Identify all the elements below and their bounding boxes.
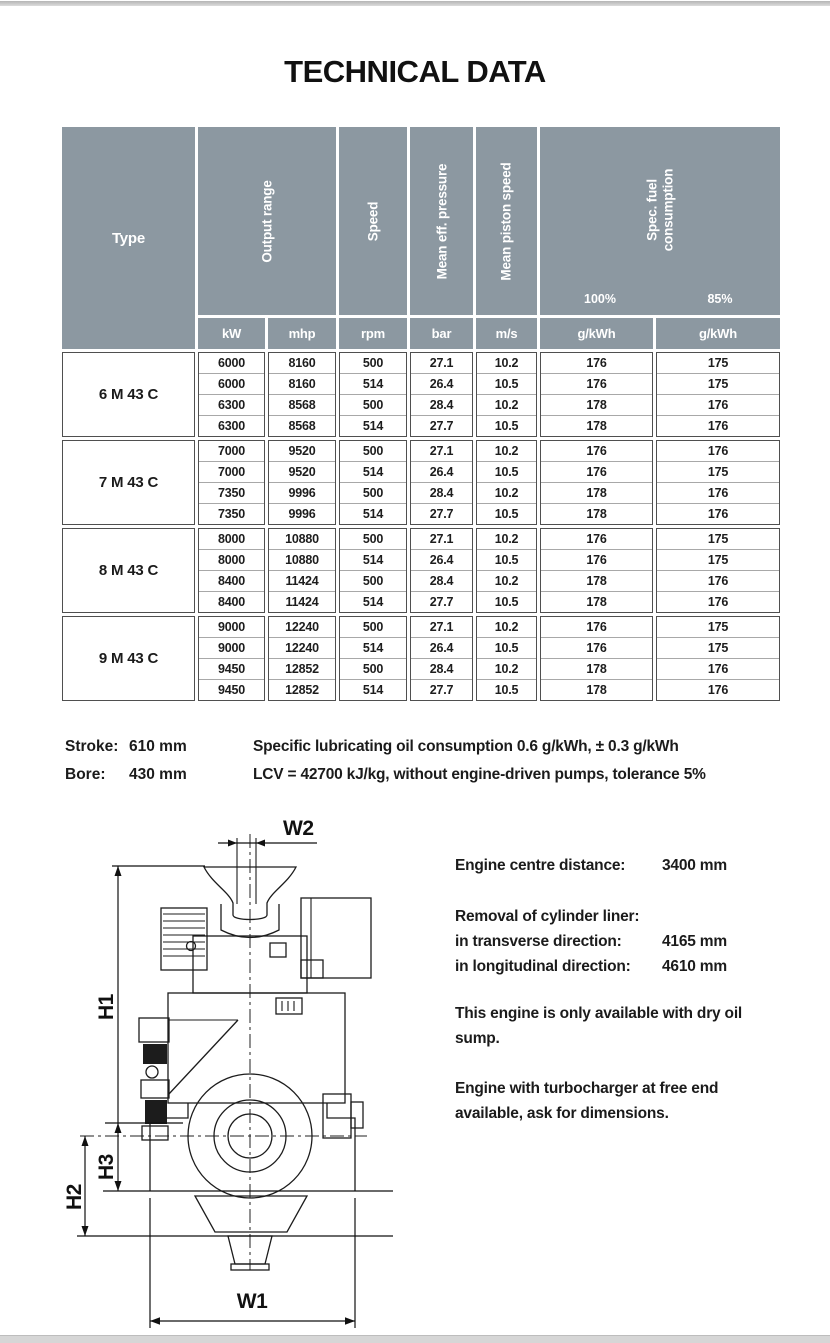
table-cell: 9000 (199, 638, 264, 659)
table-column-box (339, 440, 407, 525)
bore-value: 430 mm (129, 766, 187, 783)
col-header-mean-eff-pressure-label: Mean eff. pressure (434, 163, 450, 279)
table-cell: 176 (707, 419, 729, 433)
table-cell: 27.7 (429, 507, 454, 521)
unit-kw: kW (198, 318, 265, 349)
col-header-mean-piston-speed-label: Mean piston speed (499, 161, 514, 281)
scan-edge-top (0, 1, 830, 6)
table-cell: 10.2 (477, 395, 536, 416)
table-cell: 176 (707, 507, 729, 521)
table-cell: 27.1 (411, 617, 472, 638)
engine-drawing (55, 808, 445, 1338)
dim-label-w1: W1 (236, 1290, 268, 1313)
engine-type-cell: 6 M 43 C (62, 352, 195, 437)
table-cell: 27.7 (429, 683, 454, 697)
table-cell: 26.4 (411, 638, 472, 659)
table-cell: 28.4 (411, 483, 472, 504)
table-column-box (198, 352, 265, 437)
col-header-speed-label: Speed (365, 201, 381, 241)
table-cell: 7000 (199, 462, 264, 483)
table-column-box (410, 528, 473, 613)
table-cell: 10.2 (477, 441, 536, 462)
table-column-box (656, 352, 780, 437)
table-cell: 176 (657, 659, 779, 680)
table-cell: 12240 (269, 617, 335, 638)
table-column-box (339, 528, 407, 613)
col-header-spec-fuel-consumption (540, 127, 780, 315)
centre-distance-value: 3400 mm (662, 857, 727, 874)
page-title: TECHNICAL DATA (284, 54, 546, 89)
table-cell: 175 (657, 550, 779, 571)
table-cell: 176 (657, 441, 779, 462)
oil-notes-block (253, 733, 706, 789)
table-cell: 10.2 (477, 571, 536, 592)
table-column-box (540, 616, 653, 701)
table-cell: 28.4 (411, 659, 472, 680)
table-cell: 8000 (199, 550, 264, 571)
table-cell: 514 (362, 683, 384, 697)
table-cell: 514 (362, 507, 384, 521)
table-cell: 10.2 (477, 659, 536, 680)
table-cell: 10.5 (477, 550, 536, 571)
table-cell: 514 (340, 550, 406, 571)
table-cell: 9520 (269, 441, 335, 462)
table-cell: 10.5 (494, 419, 519, 433)
table-cell: 514 (340, 462, 406, 483)
unit-bar: bar (410, 318, 473, 349)
table-cell: 9450 (217, 683, 245, 697)
liner-transverse-label: in transverse direction: (455, 933, 622, 950)
table-cell: 500 (340, 659, 406, 680)
table-cell: 176 (541, 353, 652, 374)
table-cell: 176 (541, 638, 652, 659)
col-header-output-range (198, 127, 336, 315)
engine-type-cell: 9 M 43 C (62, 616, 195, 701)
table-cell: 27.7 (429, 595, 454, 609)
table-cell: 10.5 (477, 374, 536, 395)
load-85-label: 85% (707, 292, 733, 306)
table-cell: 10.5 (494, 595, 519, 609)
technical-data-table (62, 127, 780, 701)
table-cell: 514 (362, 595, 384, 609)
table-column-box (476, 616, 537, 701)
table-cell: 178 (541, 659, 652, 680)
table-cell: 175 (657, 353, 779, 374)
table-column-box (656, 616, 780, 701)
table-cell: 6300 (199, 395, 264, 416)
load-points-row (540, 292, 780, 315)
lcv-note: LCV = 42700 kJ/kg, without engine-driven pumps, tolerance 5% (253, 766, 706, 783)
stroke-value: 610 mm (129, 738, 187, 755)
table-cell: 10.5 (477, 462, 536, 483)
table-cell: 9996 (269, 483, 335, 504)
table-cell: 176 (541, 550, 652, 571)
table-cell: 6300 (217, 419, 245, 433)
table-cell: 27.1 (411, 441, 472, 462)
table-column-box (656, 440, 780, 525)
table-header (62, 127, 780, 349)
table-cell: 8160 (269, 374, 335, 395)
load-100-label: 100% (584, 292, 616, 306)
table-cell: 176 (707, 595, 729, 609)
liner-longitudinal-value: 4610 mm (662, 958, 727, 975)
table-column-box (656, 528, 780, 613)
table-cell: 12852 (285, 683, 319, 697)
unit-rpm: rpm (339, 318, 407, 349)
side-notes-block (455, 853, 827, 1126)
table-cell: 175 (657, 374, 779, 395)
table-cell: 8400 (217, 595, 245, 609)
table-cell: 178 (586, 683, 607, 697)
table-cell: 7350 (199, 483, 264, 504)
table-cell: 176 (541, 374, 652, 395)
table-cell: 500 (340, 353, 406, 374)
table-column-box (410, 616, 473, 701)
centre-distance-label: Engine centre distance: (455, 857, 626, 874)
stroke-label: Stroke: (65, 738, 119, 755)
table-cell: 178 (541, 571, 652, 592)
table-cell: 8568 (269, 395, 335, 416)
table-cell: 500 (340, 617, 406, 638)
table-cell: 175 (657, 529, 779, 550)
table-cell: 176 (657, 395, 779, 416)
table-column-box (268, 528, 336, 613)
table-cell: 175 (657, 462, 779, 483)
table-column-box (268, 440, 336, 525)
table-cell: 10.5 (494, 507, 519, 521)
engine-group-row (62, 352, 780, 437)
engine-type-cell: 8 M 43 C (62, 528, 195, 613)
table-cell: 176 (657, 483, 779, 504)
table-column-box (410, 352, 473, 437)
table-cell: 178 (586, 419, 607, 433)
table-cell: 10.2 (477, 617, 536, 638)
bore-label: Bore: (65, 766, 106, 783)
table-cell: 7350 (217, 507, 245, 521)
table-column-box (540, 528, 653, 613)
table-cell: 10.2 (477, 353, 536, 374)
table-cell: 10.2 (477, 529, 536, 550)
scan-edge-bottom (0, 1335, 830, 1343)
table-cell: 8400 (199, 571, 264, 592)
table-cell: 6000 (199, 374, 264, 395)
engine-type-cell: 7 M 43 C (62, 440, 195, 525)
col-header-mean-piston-speed (476, 127, 537, 315)
table-cell: 500 (340, 441, 406, 462)
table-body (62, 352, 780, 701)
table-cell: 514 (362, 419, 384, 433)
engine-group-row (62, 616, 780, 701)
table-cell: 9450 (199, 659, 264, 680)
table-column-box (540, 440, 653, 525)
table-cell: 27.7 (429, 419, 454, 433)
table-column-box (198, 528, 265, 613)
table-cell: 28.4 (411, 395, 472, 416)
table-column-box (476, 528, 537, 613)
liner-longitudinal-label: in longitudinal direction: (455, 958, 631, 975)
table-cell: 12852 (269, 659, 335, 680)
table-cell: 28.4 (411, 571, 472, 592)
table-cell: 178 (541, 483, 652, 504)
table-cell: 26.4 (411, 462, 472, 483)
table-cell: 500 (340, 483, 406, 504)
table-cell: 9520 (269, 462, 335, 483)
table-column-box (339, 616, 407, 701)
liner-transverse-value: 4165 mm (662, 933, 727, 950)
lube-oil-note: Specific lubricating oil consumption 0.6 g/kWh, ± 0.3 g/kWh (253, 738, 679, 755)
table-cell: 175 (657, 638, 779, 659)
table-cell: 10.5 (494, 683, 519, 697)
table-cell: 10880 (269, 529, 335, 550)
engine-group-row (62, 440, 780, 525)
table-column-box (198, 440, 265, 525)
table-cell: 26.4 (411, 550, 472, 571)
table-cell: 8568 (288, 419, 316, 433)
table-cell: 176 (707, 683, 729, 697)
table-cell: 8160 (269, 353, 335, 374)
dim-label-w2: W2 (283, 817, 314, 840)
table-column-box (268, 352, 336, 437)
table-cell: 176 (541, 617, 652, 638)
table-column-box (268, 616, 336, 701)
table-cell: 514 (340, 374, 406, 395)
table-cell: 12240 (269, 638, 335, 659)
unit-mhp: mhp (268, 318, 336, 349)
table-cell: 514 (340, 638, 406, 659)
dry-sump-note: This engine is only available with dry oil sump. (455, 1005, 743, 1047)
dim-label-h2: H2 (63, 1184, 86, 1210)
table-cell: 8000 (199, 529, 264, 550)
table-cell: 10880 (269, 550, 335, 571)
table-cell: 27.1 (411, 353, 472, 374)
engine-drawing-area (55, 808, 445, 1343)
table-column-box (339, 352, 407, 437)
table-cell: 7000 (199, 441, 264, 462)
table-cell: 176 (657, 571, 779, 592)
table-cell: 500 (340, 395, 406, 416)
table-cell: 176 (541, 529, 652, 550)
table-cell: 10.2 (477, 483, 536, 504)
engine-group-row (62, 528, 780, 613)
unit-gkwh-100: g/kWh (540, 318, 653, 349)
col-header-type: Type (62, 127, 195, 349)
table-cell: 26.4 (411, 374, 472, 395)
unit-ms: m/s (476, 318, 537, 349)
table-cell: 9996 (288, 507, 316, 521)
table-cell: 176 (541, 462, 652, 483)
table-cell: 500 (340, 529, 406, 550)
engine-outline (139, 838, 371, 1270)
table-cell: 178 (586, 595, 607, 609)
table-column-box (540, 352, 653, 437)
stroke-bore-block (65, 733, 187, 789)
dim-label-h3: H3 (95, 1154, 118, 1180)
table-column-box (476, 440, 537, 525)
table-column-box (410, 440, 473, 525)
table-column-box (476, 352, 537, 437)
table-cell: 178 (586, 507, 607, 521)
table-cell: 175 (657, 617, 779, 638)
table-cell: 11424 (269, 571, 335, 592)
liner-title: Removal of cylinder liner: (455, 908, 640, 925)
table-cell: 178 (541, 395, 652, 416)
col-header-spec-fuel-label: Spec. fuel consumption (643, 168, 675, 251)
col-header-output-range-label: Output range (259, 179, 275, 263)
col-header-speed (339, 127, 407, 315)
dim-label-h1: H1 (95, 994, 118, 1020)
table-cell: 10.5 (477, 638, 536, 659)
table-cell: 6000 (199, 353, 264, 374)
unit-gkwh-85: g/kWh (656, 318, 780, 349)
table-cell: 176 (541, 441, 652, 462)
table-cell: 11424 (285, 595, 319, 609)
table-cell: 500 (340, 571, 406, 592)
table-cell: 27.1 (411, 529, 472, 550)
turbocharger-note: Engine with turbocharger at free end available, ask for dimensions. (455, 1080, 719, 1122)
col-header-mean-eff-pressure (410, 127, 473, 315)
table-column-box (198, 616, 265, 701)
table-cell: 9000 (199, 617, 264, 638)
